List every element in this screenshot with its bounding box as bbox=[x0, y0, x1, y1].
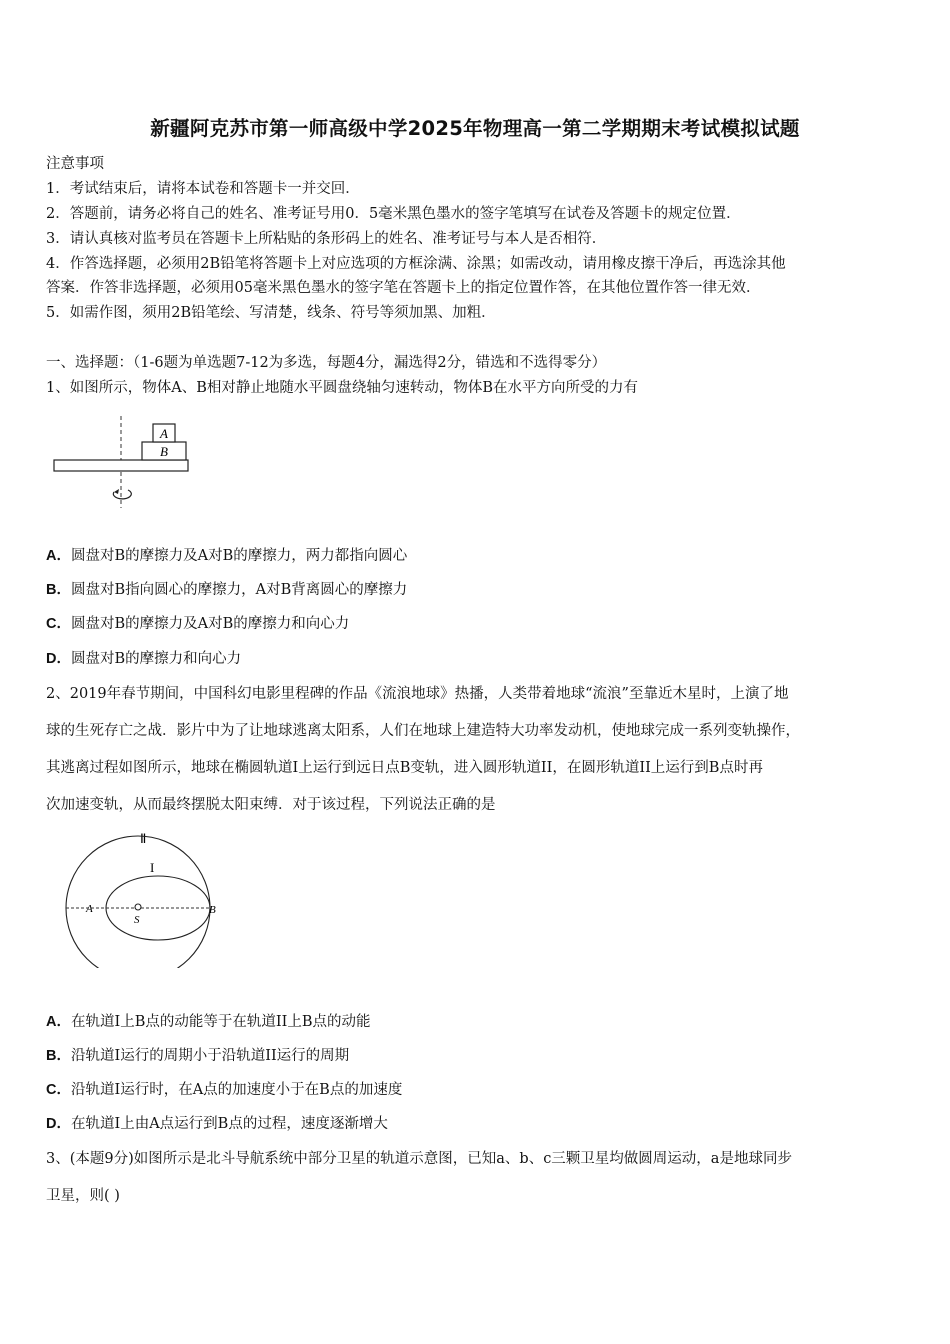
q2-stem-line: 球的生死存亡之战．影片中为了让地球逃离太阳系，人们在地球上建造特大功率发动机，使地球完成一系列变轨操作， bbox=[46, 723, 800, 739]
option-label: B． bbox=[46, 582, 71, 598]
notice-heading: 注意事项 bbox=[46, 156, 104, 172]
option-label: A． bbox=[46, 548, 71, 564]
option-text: 圆盘对B指向圆心的摩擦力，A对B背离圆心的摩擦力 bbox=[70, 582, 408, 598]
q1-option-c bbox=[46, 612, 349, 633]
q2-stem-line: 次加速变轨，从而最终摆脱太阳束缚．对于该过程，下列说法正确的是 bbox=[46, 797, 496, 813]
q3-stem-line: 3、(本题9分)如图所示是北斗导航系统中部分卫星的轨道示意图，已知a、b、c三颗卫星均做圆周运动，a是地球同步 bbox=[46, 1151, 792, 1167]
option-text: 圆盘对B的摩擦力和向心力 bbox=[70, 651, 242, 667]
q2-option-a bbox=[46, 1010, 370, 1031]
q2-stem-line: 2、2019年春节期间，中国科幻电影里程碑的作品《流浪地球》热播，人类带着地球“流浪”至靠近木星时，上演了地 bbox=[46, 686, 789, 702]
option-text: 圆盘对B的摩擦力及A对B的摩擦力，两力都指向圆心 bbox=[70, 548, 408, 564]
q2-stem-line: 其逃离过程如图所示，地球在椭圆轨道I上运行到远日点B变轨，进入圆形轨道II，在圆形轨道II上运行到B点时再 bbox=[46, 760, 763, 776]
option-label: D． bbox=[46, 1116, 71, 1132]
sun-label: S bbox=[134, 914, 140, 926]
notice-item: 2．答题前，请务必将自己的姓名、准考证号用0．5毫米黑色墨水的签字笔填写在试卷及答题卡的规定位置． bbox=[46, 206, 741, 222]
q1-option-b bbox=[46, 578, 407, 599]
orbit-ii bbox=[66, 836, 210, 968]
q3-stem-line: 卫星，则( ) bbox=[46, 1188, 120, 1204]
notice-item: 3．请认真核对监考员在答题卡上所粘贴的条形码上的姓名、准考证号与本人是否相符． bbox=[46, 231, 607, 247]
point-b-label: B bbox=[209, 904, 216, 916]
option-label: A． bbox=[46, 1014, 71, 1030]
q1-option-a bbox=[46, 544, 407, 565]
option-text: 沿轨道I运行时，在A点的加速度小于在B点的加速度 bbox=[70, 1082, 403, 1098]
option-text: 沿轨道I运行的周期小于沿轨道II运行的周期 bbox=[70, 1048, 350, 1064]
option-label: D． bbox=[46, 651, 71, 667]
option-label: B． bbox=[46, 1048, 71, 1064]
q1-stem: 1、如图所示，物体A、B相对静止地随水平圆盘绕轴匀速转动，物体B在水平方向所受的力有 bbox=[46, 380, 639, 396]
point-a-label: A bbox=[86, 903, 93, 915]
turntable-disc bbox=[54, 460, 188, 471]
sun-dot bbox=[135, 904, 141, 910]
orbit-i-label: I bbox=[150, 860, 155, 875]
q2-orbit-figure bbox=[46, 828, 236, 968]
option-text: 在轨道I上由A点运行到B点的过程，速度逐渐增大 bbox=[70, 1116, 388, 1132]
option-label: C． bbox=[46, 616, 71, 632]
q2-option-c bbox=[46, 1078, 402, 1099]
block-a-label: A bbox=[160, 426, 168, 441]
notice-item: 1．考试结束后，请将本试卷和答题卡一并交回． bbox=[46, 181, 360, 197]
q2-option-d bbox=[46, 1112, 388, 1133]
section-heading: 一、选择题：（1-6题为单选题7-12为多选，每题4分，漏选得2分，错选和不选得零分） bbox=[46, 355, 607, 371]
option-text: 在轨道I上B点的动能等于在轨道II上B点的动能 bbox=[70, 1014, 371, 1030]
q2-option-b bbox=[46, 1044, 349, 1065]
option-label: C． bbox=[46, 1082, 71, 1098]
orbit-ii-label: Ⅱ bbox=[140, 831, 147, 846]
q1-turntable-figure bbox=[48, 412, 198, 512]
arrow-head bbox=[114, 489, 119, 494]
notice-item: 答案．作答非选择题，必须用05毫米黑色墨水的签字笔在答题卡上的指定位置作答，在其他位置作答一律无效． bbox=[46, 280, 761, 296]
page-title: 新疆阿克苏市第一师高级中学2025年物理高一第二学期期末考试模拟试题 bbox=[150, 117, 800, 140]
notice-item: 5．如需作图，须用2B铅笔绘、写清楚，线条、符号等须加黑、加粗． bbox=[46, 305, 496, 321]
notice-item: 4．作答选择题，必须用2B铅笔将答题卡上对应选项的方框涂满、涂黑；如需改动，请用橡皮擦干净后，再选涂其他 bbox=[46, 256, 786, 272]
block-b-label: B bbox=[160, 444, 168, 459]
q1-option-d bbox=[46, 647, 241, 668]
option-text: 圆盘对B的摩擦力及A对B的摩擦力和向心力 bbox=[70, 616, 350, 632]
